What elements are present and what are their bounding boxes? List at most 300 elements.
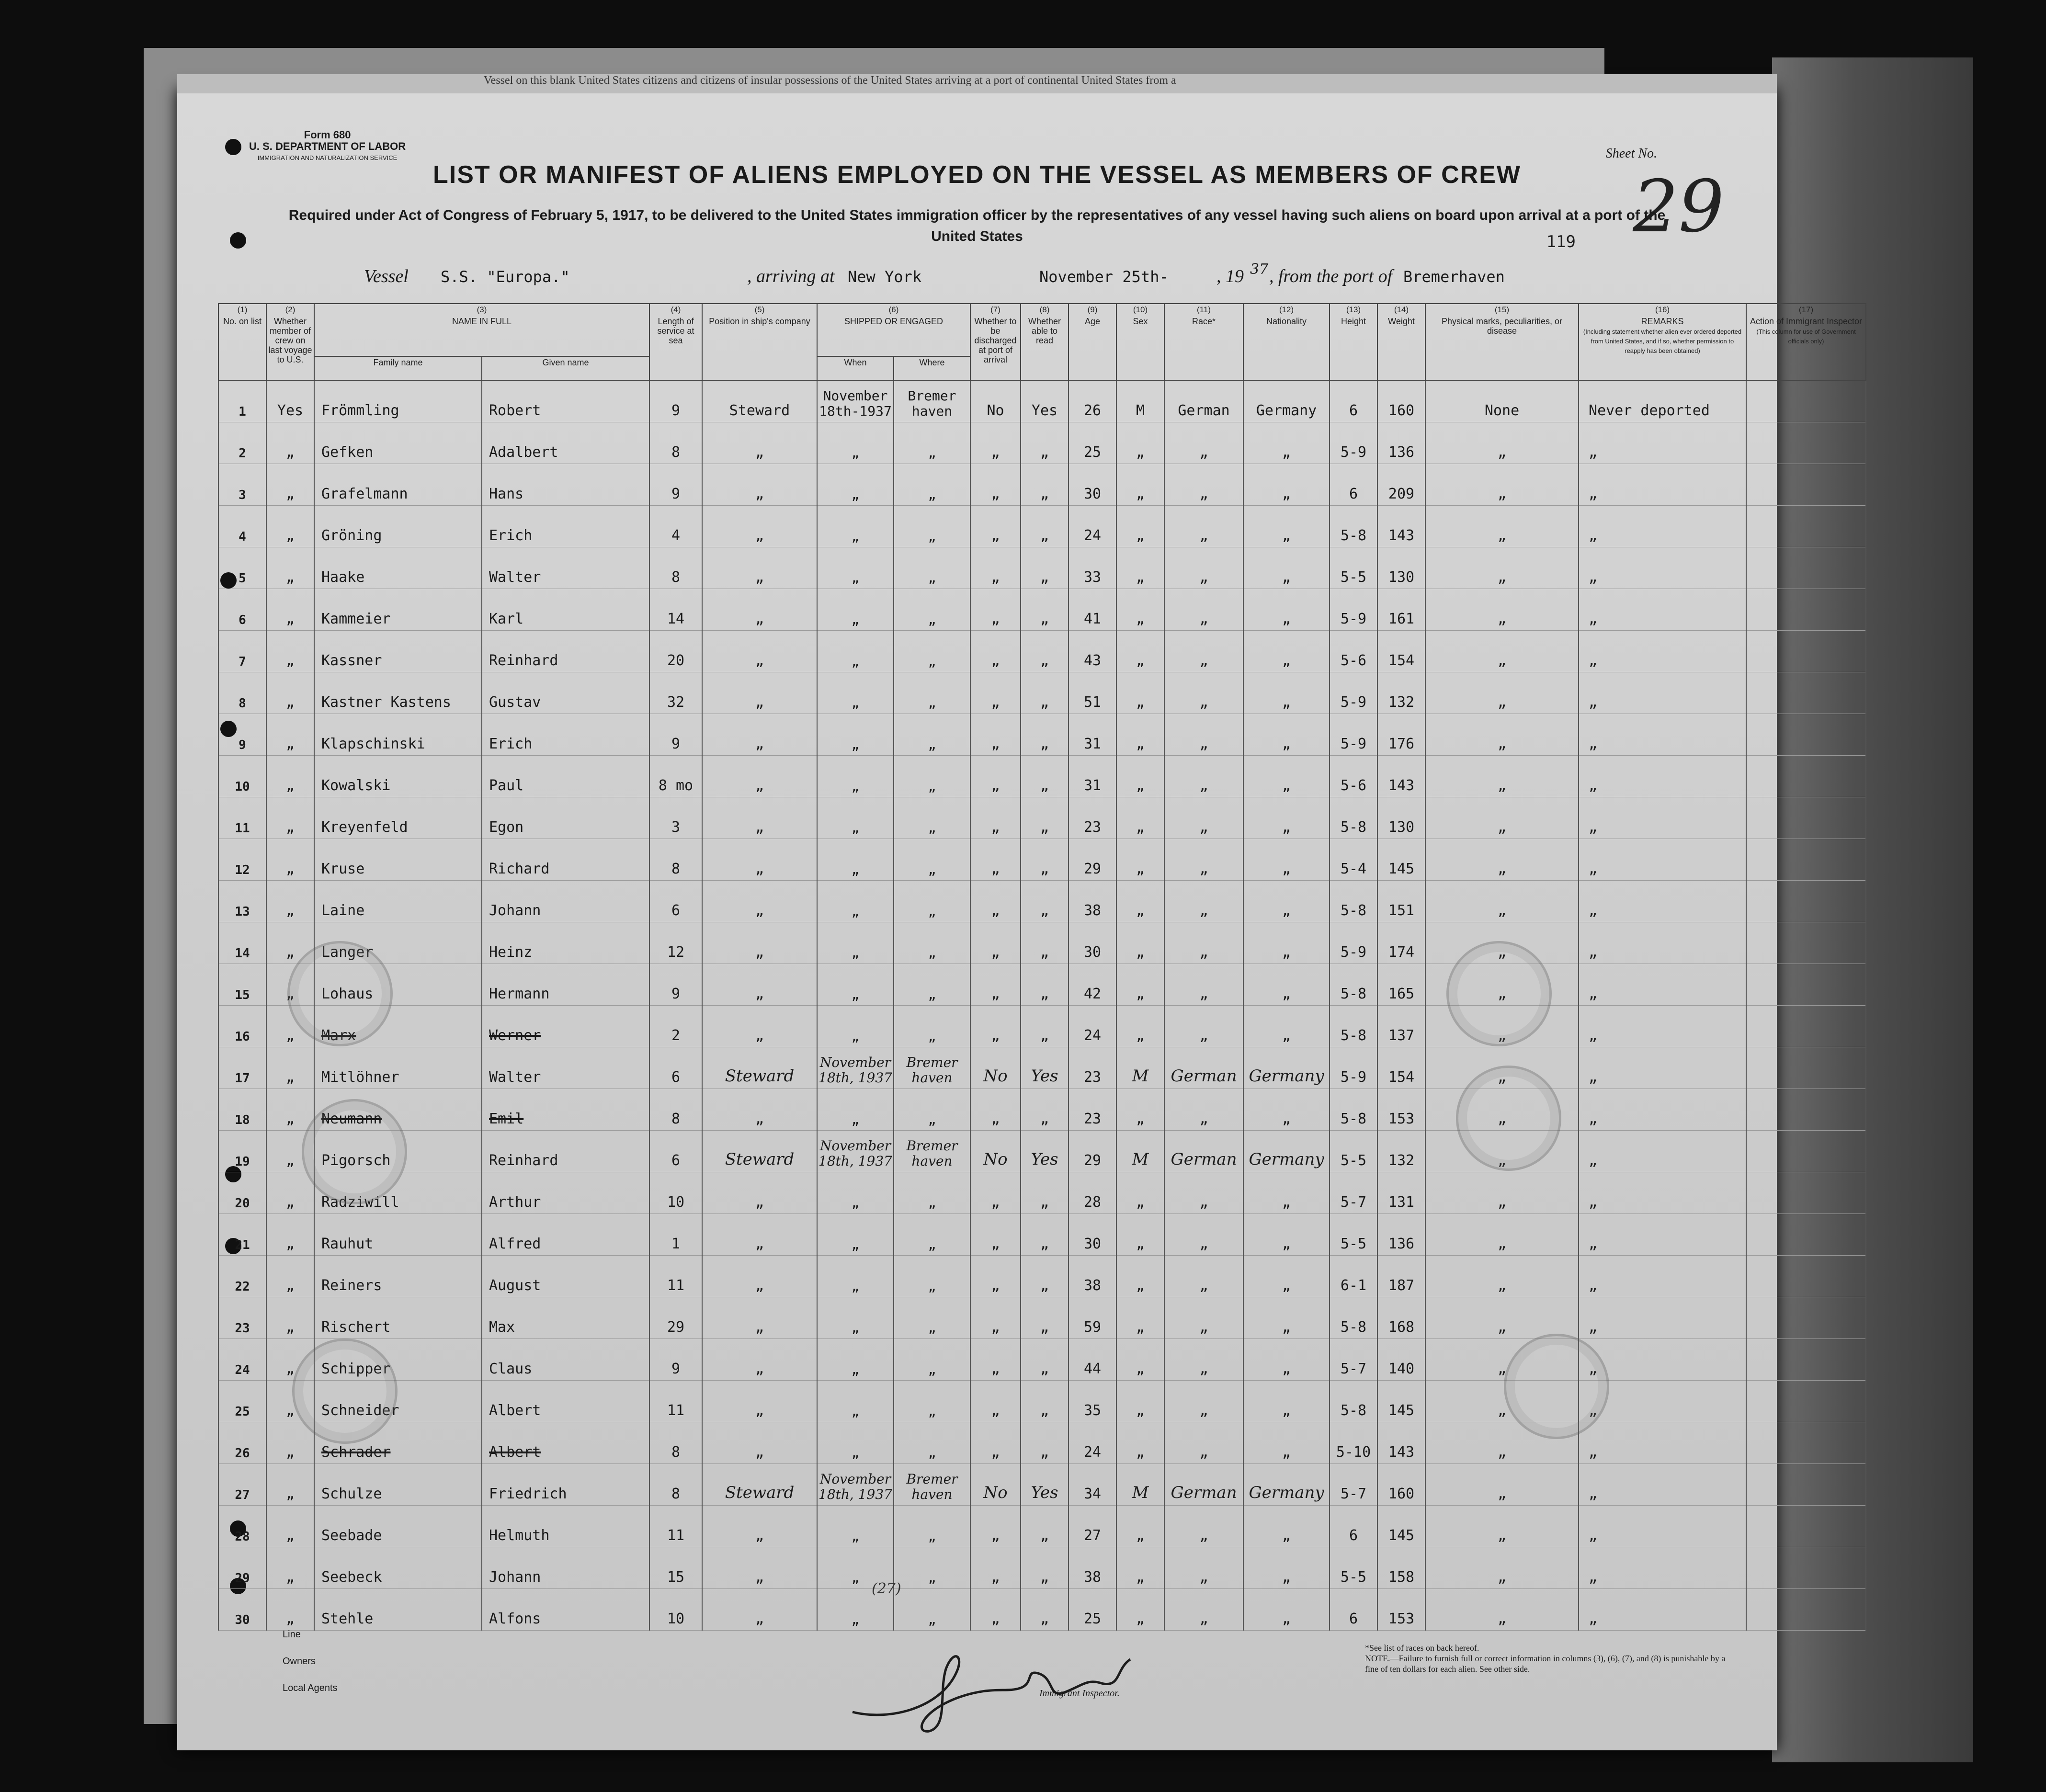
inspector-signature [833,1640,1197,1736]
cell-age: 38 [1068,1256,1116,1297]
cell-age: 23 [1068,797,1116,839]
cell-prev: „ [266,1089,314,1131]
col-header-9: (9) Age [1068,304,1116,380]
cell-weight: 132 [1377,672,1425,714]
cell-family: Schneider [314,1381,482,1422]
cell-read: „ [1021,1547,1068,1589]
cell-nationality: „ [1243,881,1330,922]
cell-prev: „ [266,714,314,756]
cell-height: 5-7 [1330,1339,1377,1381]
cell-service: 8 [649,547,702,589]
cell-where: Bremer haven [894,1047,970,1089]
cell-remarks: „ [1579,1214,1746,1256]
consulate-stamp [287,941,393,1046]
cell-marks: „ [1425,1047,1579,1089]
cell-inspector-action [1746,964,1866,1006]
cell-age: 31 [1068,714,1116,756]
cell-height: 6 [1330,1506,1377,1547]
table-row [218,1339,1866,1381]
cell-where: „ [894,1589,970,1631]
cell-nationality: „ [1243,547,1330,589]
table-row [218,797,1866,839]
cell-marks: „ [1425,1214,1579,1256]
cell-when: „ [817,714,894,756]
cell-no: 19 [218,1131,266,1172]
cell-discharged: „ [970,756,1021,797]
cell-age: 44 [1068,1339,1116,1381]
cell-read: „ [1021,631,1068,672]
cell-sex: „ [1116,506,1164,547]
cell-given: Max [482,1297,649,1339]
from-label: , from the port of [1269,266,1393,286]
cell-height: 6-1 [1330,1256,1377,1297]
cell-position: „ [702,1381,817,1422]
cell-marks: „ [1425,547,1579,589]
cell-given: Johann [482,1547,649,1589]
cell-read: „ [1021,1589,1068,1631]
cell-when: „ [817,1006,894,1047]
table-row [218,422,1866,464]
cell-service: 10 [649,1172,702,1214]
cell-discharged: „ [970,1172,1021,1214]
cell-service: 8 [649,1464,702,1506]
cell-nationality: „ [1243,839,1330,881]
cell-discharged: „ [970,422,1021,464]
cell-age: 43 [1068,631,1116,672]
cell-no: 17 [218,1047,266,1089]
cell-height: 6 [1330,464,1377,506]
cell-remarks: Never deported [1579,380,1746,422]
cell-given: Hermann [482,964,649,1006]
cell-age: 24 [1068,506,1116,547]
cell-weight: 168 [1377,1297,1425,1339]
cell-age: 24 [1068,1006,1116,1047]
cell-service: 8 [649,1089,702,1131]
cell-weight: 140 [1377,1339,1425,1381]
cell-no: 4 [218,506,266,547]
cell-read: „ [1021,1422,1068,1464]
cell-position: „ [702,714,817,756]
cell-discharged: „ [970,1506,1021,1547]
cell-race: „ [1164,714,1243,756]
cell-when: „ [817,1172,894,1214]
cell-weight: 137 [1377,1006,1425,1047]
cell-marks: „ [1425,839,1579,881]
cell-no: 29 [218,1547,266,1589]
cell-sex: „ [1116,1422,1164,1464]
cell-family: Rauhut [314,1214,482,1256]
col-header-6: (6) SHIPPED OR ENGAGED [817,304,970,356]
cell-weight: 136 [1377,1214,1425,1256]
cell-service: 1 [649,1214,702,1256]
cell-height: 5-5 [1330,1131,1377,1172]
cell-no: 11 [218,797,266,839]
cell-position: „ [702,1547,817,1589]
cell-inspector-action [1746,380,1866,422]
cell-inspector-action [1746,1547,1866,1589]
cell-marks: „ [1425,631,1579,672]
cell-where: „ [894,756,970,797]
cell-weight: 136 [1377,422,1425,464]
table-row [218,464,1866,506]
cell-family: Schipper [314,1339,482,1381]
cell-when: „ [817,881,894,922]
cell-weight: 160 [1377,1464,1425,1506]
cell-family: Kowalski [314,756,482,797]
cell-weight: 143 [1377,1422,1425,1464]
cell-sex: „ [1116,1089,1164,1131]
cell-inspector-action [1746,1339,1866,1381]
cell-weight: 131 [1377,1172,1425,1214]
cell-race: „ [1164,1297,1243,1339]
cell-weight: 130 [1377,797,1425,839]
cell-age: 25 [1068,1589,1116,1631]
cell-where: „ [894,714,970,756]
table-row [218,631,1866,672]
cell-no: 18 [218,1089,266,1131]
cell-marks: „ [1425,1297,1579,1339]
cell-race: German [1164,380,1243,422]
cell-position: Steward [702,380,817,422]
cell-family: Kreyenfeld [314,797,482,839]
cell-where: „ [894,1297,970,1339]
cell-when: „ [817,506,894,547]
cell-service: 9 [649,964,702,1006]
cell-nationality: „ [1243,1339,1330,1381]
cell-weight: 154 [1377,1047,1425,1089]
cell-weight: 174 [1377,922,1425,964]
col-header-15: (15) Physical marks, peculiarities, or disease [1425,304,1579,380]
cell-race: „ [1164,756,1243,797]
cell-given: Friedrich [482,1464,649,1506]
cell-age: 29 [1068,839,1116,881]
cell-service: 2 [649,1006,702,1047]
cell-height: 5-9 [1330,922,1377,964]
cell-discharged: „ [970,1006,1021,1047]
cell-inspector-action [1746,797,1866,839]
cell-service: 6 [649,1047,702,1089]
cell-family: Seebade [314,1506,482,1547]
col-header-8: (8) Whether able to read [1021,304,1068,380]
page-count-note: (27) [872,1580,901,1597]
cell-height: 5-8 [1330,964,1377,1006]
cell-given: Alfons [482,1589,649,1631]
cell-service: 6 [649,1131,702,1172]
cell-inspector-action [1746,1381,1866,1422]
cell-when: „ [817,1422,894,1464]
table-row [218,1172,1866,1214]
cell-height: 5-7 [1330,1464,1377,1506]
cell-inspector-action [1746,589,1866,631]
cell-inspector-action [1746,1256,1866,1297]
cell-race: „ [1164,422,1243,464]
cell-race: „ [1164,1422,1243,1464]
cell-where: „ [894,1214,970,1256]
cell-position: „ [702,839,817,881]
cell-inspector-action [1746,756,1866,797]
cell-weight: 132 [1377,1131,1425,1172]
cell-age: 35 [1068,1381,1116,1422]
cell-prev: „ [266,881,314,922]
cell-height: 5-6 [1330,756,1377,797]
cell-weight: 154 [1377,631,1425,672]
cell-service: 10 [649,1589,702,1631]
cell-marks: „ [1425,1381,1579,1422]
cell-given: Karl [482,589,649,631]
cell-where: „ [894,881,970,922]
cell-age: 42 [1068,964,1116,1006]
cell-position: „ [702,506,817,547]
cell-height: 5-5 [1330,1547,1377,1589]
cell-discharged: „ [970,547,1021,589]
cell-remarks: „ [1579,964,1746,1006]
cell-no: 25 [218,1381,266,1422]
col-header-11: (11) Race* [1164,304,1243,380]
cell-when: „ [817,964,894,1006]
cell-remarks: „ [1579,1089,1746,1131]
cell-age: 34 [1068,1464,1116,1506]
cell-service: 14 [649,589,702,631]
cell-marks: None [1425,380,1579,422]
cell-nationality: „ [1243,1214,1330,1256]
cell-sex: M [1116,1131,1164,1172]
cell-position: „ [702,672,817,714]
cell-inspector-action [1746,1214,1866,1256]
cell-marks: „ [1425,464,1579,506]
cell-remarks: „ [1579,631,1746,672]
cell-discharged: „ [970,1547,1021,1589]
cell-inspector-action [1746,1297,1866,1339]
cell-service: 12 [649,922,702,964]
cell-given: Alfred [482,1214,649,1256]
cell-weight: 165 [1377,964,1425,1006]
cell-race: German [1164,1464,1243,1506]
cell-position: „ [702,797,817,839]
cell-position: Steward [702,1131,817,1172]
cell-service: 8 mo [649,756,702,797]
consulate-stamp [1504,1334,1609,1439]
footer-labels [283,1621,338,1701]
cell-remarks: „ [1579,797,1746,839]
cell-given: Egon [482,797,649,839]
table-row [218,1464,1866,1506]
cell-height: 5-5 [1330,547,1377,589]
cell-read: „ [1021,714,1068,756]
cell-remarks: „ [1579,547,1746,589]
cell-height: 6 [1330,1589,1377,1631]
cell-weight: 158 [1377,1547,1425,1589]
cell-prev: „ [266,422,314,464]
cell-no: 26 [218,1422,266,1464]
cell-prev: „ [266,589,314,631]
cell-service: 8 [649,1422,702,1464]
cell-remarks: „ [1579,464,1746,506]
cell-sex: „ [1116,1256,1164,1297]
cell-weight: 143 [1377,756,1425,797]
cell-nationality: Germany [1243,1131,1330,1172]
cell-read: „ [1021,589,1068,631]
cell-prev: „ [266,1464,314,1506]
table-row [218,589,1866,631]
cell-service: 15 [649,1547,702,1589]
cell-remarks: „ [1579,1256,1746,1297]
cell-discharged: „ [970,964,1021,1006]
cell-where: „ [894,1547,970,1589]
cell-when: „ [817,1256,894,1297]
top-strip-text: Vessel on this blank United States citizens and citizens of insular possessions of the United States arriving at a port of continental United States from a [177,74,1777,93]
cell-weight: 160 [1377,380,1425,422]
cell-sex: „ [1116,547,1164,589]
cell-given: Reinhard [482,631,649,672]
col-header-7: (7) Whether to be discharged at port of arrival [970,304,1021,380]
cell-remarks: „ [1579,1339,1746,1381]
cell-height: 5-8 [1330,797,1377,839]
table-row [218,547,1866,589]
cell-service: 11 [649,1256,702,1297]
cell-age: 24 [1068,1422,1116,1464]
crew-table [218,303,1866,1631]
cell-discharged: „ [970,631,1021,672]
table-row [218,1381,1866,1422]
cell-prev: „ [266,1131,314,1172]
cell-inspector-action [1746,1131,1866,1172]
cell-given: Helmuth [482,1506,649,1547]
cell-read: Yes [1021,380,1068,422]
cell-race: „ [1164,964,1243,1006]
cell-race: „ [1164,1381,1243,1422]
cell-when: „ [817,1089,894,1131]
cell-sex: „ [1116,881,1164,922]
cell-where: „ [894,422,970,464]
cell-discharged: „ [970,1422,1021,1464]
cell-read: „ [1021,1381,1068,1422]
cell-no: 30 [218,1589,266,1631]
cell-remarks: „ [1579,1381,1746,1422]
crew-rows [218,380,1866,1631]
cell-position: „ [702,589,817,631]
cell-discharged: „ [970,797,1021,839]
cell-sex: „ [1116,839,1164,881]
cell-given: Walter [482,1047,649,1089]
cell-sex: „ [1116,797,1164,839]
cell-family: Seebeck [314,1547,482,1589]
binder-hole-icon [230,232,246,249]
cell-height: 5-10 [1330,1422,1377,1464]
cell-no: 7 [218,631,266,672]
cell-height: 5-9 [1330,672,1377,714]
cell-read: „ [1021,964,1068,1006]
table-row [218,1547,1866,1589]
cell-when: „ [817,1214,894,1256]
cell-nationality: „ [1243,631,1330,672]
cell-nationality: „ [1243,1589,1330,1631]
cell-family: Kastner Kastens [314,672,482,714]
col-header-4: (4) Length of service at sea [649,304,702,380]
cell-family: Gefken [314,422,482,464]
cell-read: „ [1021,797,1068,839]
cell-prev: „ [266,1339,314,1381]
cell-height: 5-5 [1330,1214,1377,1256]
cell-sex: „ [1116,1589,1164,1631]
cell-sex: „ [1116,922,1164,964]
cell-prev: „ [266,1256,314,1297]
cell-inspector-action [1746,881,1866,922]
cell-no: 24 [218,1339,266,1381]
cell-marks: „ [1425,1547,1579,1589]
cell-marks: „ [1425,1506,1579,1547]
cell-remarks: „ [1579,1172,1746,1214]
cell-prev: „ [266,797,314,839]
cell-position: „ [702,1297,817,1339]
cell-given: Robert [482,380,649,422]
cell-marks: „ [1425,1089,1579,1131]
year-suffix: 37 [1250,261,1269,278]
consulate-stamp [1446,941,1552,1046]
cell-sex: „ [1116,714,1164,756]
cell-service: 4 [649,506,702,547]
cell-where: „ [894,1172,970,1214]
cell-marks: „ [1425,506,1579,547]
cell-prev: „ [266,1547,314,1589]
cell-where: „ [894,547,970,589]
consulate-stamp [292,1338,398,1444]
cell-inspector-action [1746,922,1866,964]
cell-weight: 145 [1377,1381,1425,1422]
cell-family: Grafelmann [314,464,482,506]
cell-remarks: „ [1579,1506,1746,1547]
cell-remarks: „ [1579,839,1746,881]
cell-prev: „ [266,964,314,1006]
stamp-number: 119 [1546,232,1576,251]
cell-inspector-action [1746,1172,1866,1214]
cell-weight: 145 [1377,839,1425,881]
cell-when: „ [817,756,894,797]
cell-service: 20 [649,631,702,672]
table-row [218,1089,1866,1131]
cell-no: 28 [218,1506,266,1547]
col-header-2: (2) Whether member of crew on last voyage to U.S. [266,304,314,380]
cell-family: Haake [314,547,482,589]
cell-discharged: „ [970,1256,1021,1297]
cell-prev: „ [266,672,314,714]
cell-height: 5-9 [1330,714,1377,756]
table-row [218,922,1866,964]
cell-nationality: „ [1243,506,1330,547]
cell-marks: „ [1425,797,1579,839]
cell-inspector-action [1746,1006,1866,1047]
cell-position: Steward [702,1047,817,1089]
cell-race: German [1164,1131,1243,1172]
cell-given: Gustav [482,672,649,714]
cell-inspector-action [1746,672,1866,714]
cell-position: „ [702,922,817,964]
cell-sex: „ [1116,1506,1164,1547]
vessel-line [364,261,1753,290]
cell-read: „ [1021,756,1068,797]
cell-prev: „ [266,1006,314,1047]
cell-age: 30 [1068,922,1116,964]
cell-marks: „ [1425,1464,1579,1506]
cell-no: 2 [218,422,266,464]
col-header-10: (10) Sex [1116,304,1164,380]
cell-when: „ [817,1381,894,1422]
cell-race: „ [1164,839,1243,881]
cell-weight: 153 [1377,1089,1425,1131]
cell-where: „ [894,1422,970,1464]
table-row [218,1422,1866,1464]
cell-race: „ [1164,464,1243,506]
cell-height: 5-8 [1330,506,1377,547]
